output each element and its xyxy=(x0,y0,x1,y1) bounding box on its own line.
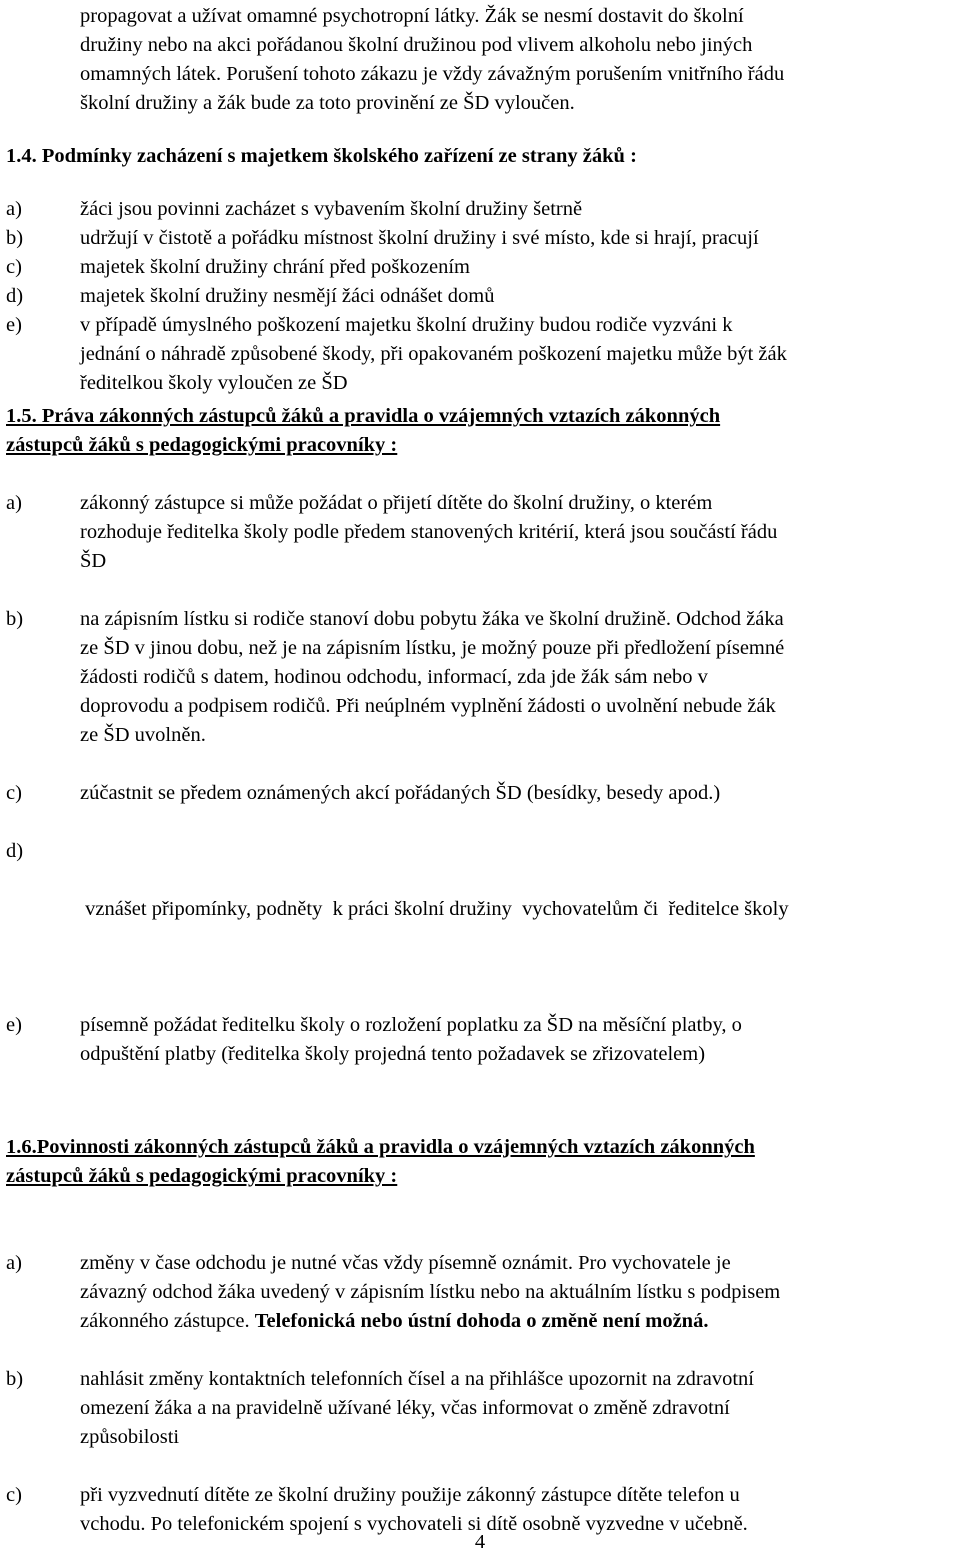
list-line xyxy=(80,1307,956,1336)
list-item-text xyxy=(80,1365,956,1452)
heading-line: 1.6.Povinnosti zákonných zástupců žáků a pravidla o vzájemných vztazích zákonných xyxy=(6,1136,755,1158)
list-line: zúčastnit se předem oznámených akcí pořádaných ŠD (besídky, besedy apod.) xyxy=(80,782,721,804)
list-item-text xyxy=(80,837,956,982)
section-1-5-list xyxy=(6,489,956,1069)
list-line: žádosti rodičů s datem, hodinou odchodu, informací, zda jde žák sám nebo v xyxy=(80,666,708,688)
list-line: rozhoduje ředitelka školy podle předem stanovených kritérií, která jsou součástí řádu xyxy=(80,521,778,543)
list-item xyxy=(6,311,956,398)
heading-line: zástupců žáků s pedagogickými pracovníky : xyxy=(6,1165,398,1187)
list-item-text xyxy=(80,605,956,750)
list-item xyxy=(6,253,956,282)
section-1-6-list xyxy=(6,1249,956,1539)
section-1-4-heading: 1.4. Podmínky zacházení s majetkem školského zařízení ze strany žáků : xyxy=(6,145,637,167)
list-item-text xyxy=(80,489,956,576)
section-1-6-heading xyxy=(6,1133,956,1191)
list-line: zákonný zástupce si může požádat o přijetí dítěte do školní družiny, o kterém xyxy=(80,492,713,514)
list-marker: d) xyxy=(6,840,24,862)
list-marker: a) xyxy=(6,1252,22,1274)
list-marker: c) xyxy=(6,1484,22,1506)
list-item-text xyxy=(80,1249,956,1336)
intro-line: propagovat a užívat omamné psychotropní látky. Žák se nesmí dostavit do školní xyxy=(80,5,744,27)
page-number: 4 xyxy=(474,1531,486,1553)
list-line: odpuštění platby (ředitelka školy projedná tento požadavek se zřizovatelem) xyxy=(80,1043,706,1065)
list-line: změny v čase odchodu je nutné včas vždy písemně oznámit. Pro vychovatele je xyxy=(80,1252,731,1274)
heading-line: 1.5. Práva zákonných zástupců žáků a pravidla o vzájemných vztazích zákonných xyxy=(6,405,721,427)
list-item-text xyxy=(80,779,956,808)
list-marker: a) xyxy=(6,198,22,220)
list-item xyxy=(6,224,956,253)
list-line: jednání o náhradě způsobené škody, při opakovaném poškození majetku může být žák xyxy=(80,343,787,365)
list-item-text xyxy=(80,224,956,253)
list-line: majetek školní družiny nesmějí žáci odnášet domů xyxy=(80,285,495,307)
list-item-text xyxy=(80,253,956,282)
document-page xyxy=(6,0,956,1539)
list-marker: b) xyxy=(6,1368,24,1390)
list-item xyxy=(6,195,956,224)
list-line-bold: Telefonická nebo ústní dohoda o změně není možná. xyxy=(254,1310,709,1332)
list-line: ze ŠD v jinou dobu, než je na zápisním lístku, je možný pouze při předložení písemné xyxy=(80,637,785,659)
list-line: způsobilosti xyxy=(80,1426,180,1448)
list-line: vznášet připomínky, podněty k práci školní družiny vychovatelům či ředitelce školy xyxy=(80,898,789,920)
list-item-text xyxy=(80,282,956,311)
list-item xyxy=(6,605,956,750)
list-marker: a) xyxy=(6,492,22,514)
list-item-text xyxy=(80,195,956,224)
list-item-text xyxy=(80,311,956,398)
list-line: doprovodu a podpisem rodičů. Při neúplném vyplnění žádosti o uvolnění nebude žák xyxy=(80,695,776,717)
list-line: ze ŠD uvolněn. xyxy=(80,724,206,746)
list-line: vchodu. Po telefonickém spojení s vychovateli si dítě osobně vyzvedne v učebně. xyxy=(80,1513,748,1535)
list-line-plain: zákonného zástupce. xyxy=(80,1310,255,1332)
list-line: nahlásit změny kontaktních telefonních čísel a na přihlášce upozornit na zdravotní xyxy=(80,1368,754,1390)
list-marker: e) xyxy=(6,1014,22,1036)
section-1-5-heading xyxy=(6,402,956,460)
intro-line: omamných látek. Porušení tohoto zákazu je vždy závažným porušením vnitřního řádu xyxy=(80,63,785,85)
list-line: v případě úmyslného poškození majetku školní družiny budou rodiče vyzváni k xyxy=(80,314,733,336)
list-item xyxy=(6,779,956,808)
intro-line: školní družiny a žák bude za toto provinění ze ŠD vyloučen. xyxy=(80,92,575,114)
list-item xyxy=(6,489,956,576)
list-item xyxy=(6,1365,956,1452)
list-line: ŠD xyxy=(80,550,107,572)
list-item xyxy=(6,282,956,311)
list-marker: b) xyxy=(6,227,24,249)
intro-line: družiny nebo na akci pořádanou školní družinou pod vlivem alkoholu nebo jiných xyxy=(80,34,753,56)
list-line: ředitelkou školy vyloučen ze ŠD xyxy=(80,372,348,394)
list-line: závazný odchod žáka uvedený v zápisním lístku nebo na aktuálním lístku s podpisem xyxy=(80,1281,781,1303)
list-line: žáci jsou povinni zacházet s vybavením školní družiny šetrně xyxy=(80,198,583,220)
list-item xyxy=(6,1249,956,1336)
list-marker: e) xyxy=(6,314,22,336)
intro-paragraph xyxy=(80,2,960,118)
list-line: omezení žáka a na pravidelně užívané léky, včas informovat o změně zdravotní xyxy=(80,1397,730,1419)
list-line: udržují v čistotě a pořádku místnost školní družiny i své místo, kde si hrají, pracují xyxy=(80,227,759,249)
list-line: majetek školní družiny chrání před poškozením xyxy=(80,256,470,278)
list-line: písemně požádat ředitelku školy o rozložení poplatku za ŠD na měsíční platby, o xyxy=(80,1014,742,1036)
list-item xyxy=(6,837,956,982)
list-line: při vyzvednutí dítěte ze školní družiny použije zákonný zástupce dítěte telefon u xyxy=(80,1484,740,1506)
list-item xyxy=(6,1011,956,1069)
list-item-text xyxy=(80,1011,956,1069)
section-1-4-list xyxy=(6,195,956,398)
list-marker: c) xyxy=(6,782,22,804)
list-marker: d) xyxy=(6,285,24,307)
list-marker: c) xyxy=(6,256,22,278)
list-marker: b) xyxy=(6,608,24,630)
heading-line: zástupců žáků s pedagogickými pracovníky : xyxy=(6,434,398,456)
list-line: na zápisním lístku si rodiče stanoví dobu pobytu žáka ve školní družině. Odchod žáka xyxy=(80,608,784,630)
